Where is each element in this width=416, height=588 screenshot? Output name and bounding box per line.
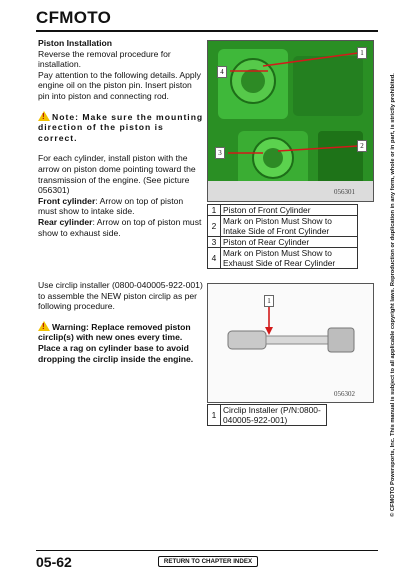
legend-text: Piston of Front Cylinder: [221, 205, 358, 216]
front-cylinder-text: : Arrow on top of piston must show to intake side.: [38, 195, 184, 217]
return-to-chapter-index-button[interactable]: RETURN TO CHAPTER INDEX: [158, 556, 258, 567]
header-rule: [36, 30, 378, 32]
callout-2: 2: [357, 140, 367, 152]
legend-row: [208, 248, 358, 269]
note-block: [38, 111, 204, 144]
callout-3: 3: [215, 147, 225, 159]
legend-row: [208, 216, 358, 237]
figure-id: 056302: [334, 390, 355, 398]
circlip-text: [38, 280, 204, 364]
circlip-installer-figure: [207, 283, 374, 403]
intro-text: Reverse the removal procedure for installation.: [38, 48, 171, 70]
page-number: 05-62: [36, 554, 72, 570]
brand-logo-text: CFMOTO: [36, 8, 112, 27]
front-cylinder-label: Front cylinder: [38, 195, 96, 206]
copyright-text: © CFMOTO Powersports, Inc. This manual is subject to all applicable copyright laws. Reproduction or duplication in any form, whole or in part, is strictly prohibited.: [390, 73, 396, 517]
callout-1: 1: [264, 295, 274, 307]
piston-installation-text: [38, 38, 204, 238]
cylinder-instruction-text: For each cylinder, install piston with the arrow on piston dome pointing toward the transmission of the engine. (See picture 056301): [38, 153, 196, 196]
legend-number: 1: [208, 205, 221, 216]
warning-text: Warning: Replace removed piston circlip(s) with new ones every time. Place a rag on cylinder base to avoid dropping the circlip inside the engine.: [38, 321, 194, 364]
legend-text: Circlip Installer (P/N:0800-040005-922-001): [221, 405, 327, 426]
engine-illustration: [208, 41, 373, 201]
figure1-legend-table: [207, 204, 358, 269]
legend-text: Piston of Rear Cylinder: [221, 237, 358, 248]
warning-icon: [38, 321, 50, 331]
rear-cylinder-line: [38, 217, 204, 238]
circlip-instruction-text: Use circlip installer (0800-040005-922-001) to assemble the NEW piston circlip as per following procedure.: [38, 280, 203, 312]
copyright-notice: [386, 60, 400, 530]
figure-id: 056301: [334, 188, 355, 196]
callout-1: 1: [357, 47, 367, 59]
legend-text: Mark on Piston Must Show to Intake Side of Front Cylinder: [221, 216, 358, 237]
warning-icon: [38, 111, 50, 121]
legend-row: [208, 205, 358, 216]
legend-number: 2: [208, 216, 221, 237]
legend-number: 1: [208, 405, 221, 426]
front-cylinder-line: [38, 196, 204, 217]
section-heading: Piston Installation: [38, 38, 113, 48]
legend-row: [208, 237, 358, 248]
legend-text: Mark on Piston Must Show to Exhaust Side of Rear Cylinder: [221, 248, 358, 269]
legend-number: 4: [208, 248, 221, 269]
note-text: Note: Make sure the mounting direction of the piston is correct.: [38, 111, 204, 143]
rear-cylinder-label: Rear cylinder: [38, 216, 93, 227]
oil-instruction-text: Pay attention to the following details. Apply engine oil on the piston pin. Insert piston pin into piston and connecting rod.: [38, 69, 201, 101]
legend-row: [208, 405, 327, 426]
callout-4: 4: [217, 66, 227, 78]
rear-cylinder-text: : Arrow on top of piston must show to exhaust side.: [38, 216, 202, 238]
circlip-installer-illustration: [208, 284, 373, 402]
legend-number: 3: [208, 237, 221, 248]
warning-block: [38, 321, 204, 364]
engine-photo-figure: [207, 40, 374, 202]
figure2-legend-table: [207, 404, 327, 426]
footer-rule: [36, 550, 378, 551]
